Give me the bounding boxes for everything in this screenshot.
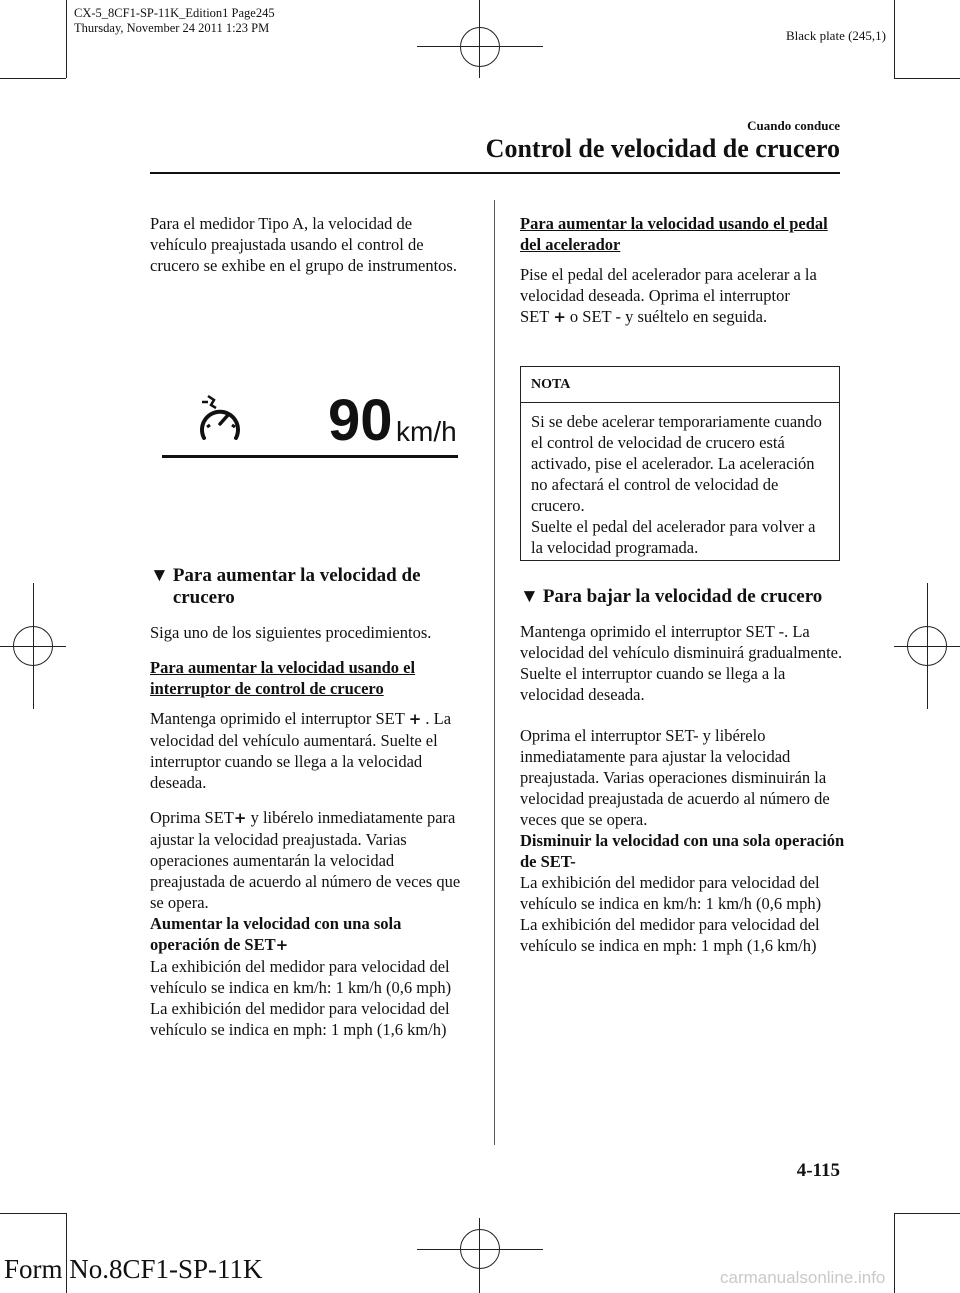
right-column xyxy=(520,213,842,342)
form-number: Form No.8CF1-SP-11K xyxy=(4,1254,263,1284)
paragraph-pedal: Pise el pedal del acelerador para acelerar a la velocidad deseada. Oprima el interruptor SET + o SET - y suéltelo en seguida. xyxy=(520,265,817,326)
note-text: Si se debe acelerar temporariamente cuando el control de velocidad de crucero está activado, pise el acelerador. La aceleración no afectará el control de velocidad de crucero. xyxy=(531,412,822,515)
section-heading-increase xyxy=(150,565,472,609)
paragraph-mph: La exhibición del medidor para velocidad del vehículo se indica en mph: 1 mph (1,6 km/h) xyxy=(520,915,820,955)
header-rule xyxy=(150,172,840,174)
note-box xyxy=(520,366,840,561)
paragraph-press-minus: Oprima el interruptor SET- y libérelo inmediatamente para ajustar la velocidad preajustada. Varias operaciones disminuirán la velocidad preajustada de acuerdo al número de veces que se opera. xyxy=(520,726,830,829)
speed-value: 90 xyxy=(328,388,393,453)
watermark: carmanualsonline.info xyxy=(720,1268,886,1287)
paragraph-hold-minus: Mantenga oprimido el interruptor SET -. La velocidad del vehículo disminuirá gradualmente. xyxy=(520,622,843,662)
display-underline xyxy=(162,455,458,458)
section-heading-decrease xyxy=(520,586,845,608)
plate-label: Black plate (245,1) xyxy=(786,28,886,43)
plus-icon: + xyxy=(408,710,422,728)
plus-icon: + xyxy=(553,308,566,326)
note-text-2: Suelte el pedal del acelerador para volver a la velocidad programada. xyxy=(531,517,816,557)
plus-icon: + xyxy=(233,809,247,827)
right-column-lower xyxy=(520,586,845,956)
paragraph-press-set: Oprima SET+ y libérelo inmediatamente para ajustar la velocidad preajustada. Varias operaciones aumentarán la velocidad preajustada de acuerdo al número de veces que se opera. xyxy=(150,808,461,912)
intro-text: Para el medidor Tipo A, la velocidad de vehículo preajustada usando el control de crucero se exhibe en el grupo de instrumentos. xyxy=(150,214,457,275)
paragraph-kmh: La exhibición del medidor para velocidad del vehículo se indica en km/h: 1 km/h (0,6 mph) xyxy=(520,873,822,913)
bold-subtitle: Aumentar la velocidad con una sola operación de SET+ xyxy=(150,914,402,954)
paragraph-mph: La exhibición del medidor para velocidad del vehículo se indica en mph: 1 mph (1,6 km/h) xyxy=(150,999,450,1039)
subheading-switch: Para aumentar la velocidad usando el interruptor de control de crucero xyxy=(150,658,416,698)
heading-text: Para bajar la velocidad de crucero xyxy=(542,586,823,607)
triangle-marker-icon: ▼ xyxy=(150,565,169,586)
print-slug xyxy=(74,6,275,36)
bold-subtitle: Disminuir la velocidad con una sola operación de SET- xyxy=(520,831,845,871)
paragraph-kmh: La exhibición del medidor para velocidad del vehículo se indica en km/h: 1 km/h (0,6 mph) xyxy=(150,957,452,997)
speedometer-cruise-icon xyxy=(194,394,244,444)
paragraph-release: Suelte el interruptor cuando se llega a la velocidad deseada. xyxy=(520,664,786,704)
note-title: NOTA xyxy=(521,367,839,403)
slug-line-1: CX-5_8CF1-SP-11K_Edition1 Page245 xyxy=(74,6,275,20)
paragraph: Siga uno de los siguientes procedimientos. xyxy=(150,623,432,642)
speed-display-figure xyxy=(150,388,460,460)
speed-unit: km/h xyxy=(396,416,457,447)
paragraph-hold-set: Mantenga oprimido el interruptor SET + . La velocidad del vehículo aumentará. Suelte el interruptor cuando se llega a la velocidad deseada. xyxy=(150,709,452,792)
section-title: Cuando conduce xyxy=(747,118,840,133)
chapter-title: Control de velocidad de crucero xyxy=(485,134,840,163)
subheading-pedal: Para aumentar la velocidad usando el pedal del acelerador xyxy=(520,214,828,254)
page-number: 4-115 xyxy=(796,1160,840,1181)
column-divider xyxy=(494,200,495,1145)
left-column-lower xyxy=(150,565,472,1040)
left-column xyxy=(150,213,470,290)
plus-icon: + xyxy=(275,936,289,954)
heading-text: Para aumentar la velocidad de crucero xyxy=(172,565,421,608)
triangle-marker-icon: ▼ xyxy=(520,586,539,607)
slug-line-2: Thursday, November 24 2011 1:23 PM xyxy=(74,21,270,35)
